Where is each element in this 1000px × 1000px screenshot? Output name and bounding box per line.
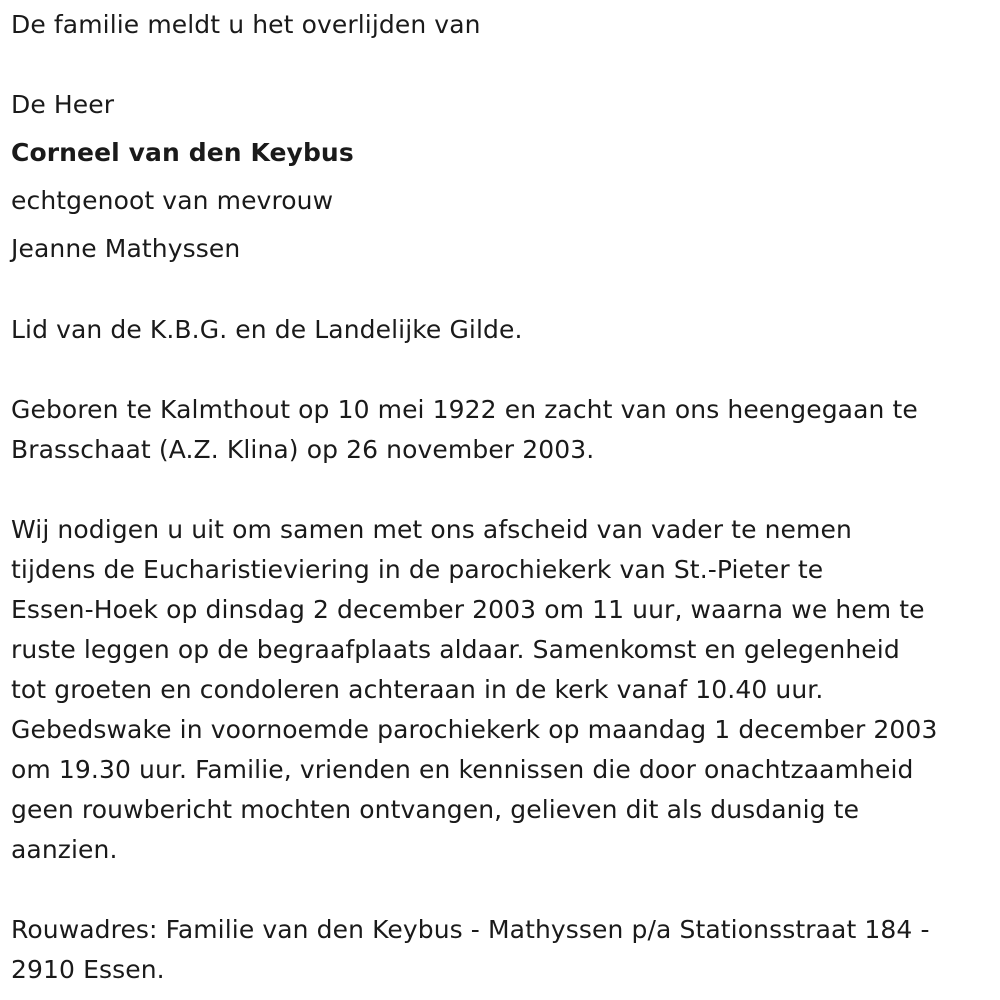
invitation-line: om 19.30 uur. Familie, vrienden en kennissen die door onachtzaamheid <box>11 755 914 784</box>
invitation-line: ruste leggen op de begraafplaats aldaar. Samenkomst en gelegenheid <box>11 635 900 664</box>
invitation-line: tot groeten en condoleren achteraan in de kerk vanaf 10.40 uur. <box>11 675 824 704</box>
relation-text: echtgenoot van mevrouw <box>11 186 334 215</box>
invitation-line: geen rouwbericht mochten ontvangen, gelieven dit als dusdanig te <box>11 795 860 824</box>
birth-death-paragraph <box>11 390 986 470</box>
invitation-paragraph <box>11 510 986 870</box>
birth-death-line: Brasschaat (A.Z. Klina) op 26 november 2003. <box>11 435 595 464</box>
invitation-line: aanzien. <box>11 835 118 864</box>
address-paragraph <box>11 910 986 990</box>
honorific-title: De Heer <box>11 90 115 119</box>
spouse-name: Jeanne Mathyssen <box>11 234 241 263</box>
invitation-line: tijdens de Eucharistieviering in de parochiekerk van St.-Pieter te <box>11 555 824 584</box>
birth-death-line: Geboren te Kalmthout op 10 mei 1922 en zacht van ons heengegaan te <box>11 395 918 424</box>
invitation-line: Wij nodigen u uit om samen met ons afscheid van vader te nemen <box>11 515 852 544</box>
membership-text: Lid van de K.B.G. en de Landelijke Gilde. <box>11 315 523 344</box>
invitation-line: Essen-Hoek op dinsdag 2 december 2003 om 11 uur, waarna we hem te <box>11 595 925 624</box>
deceased-name: Corneel van den Keybus <box>11 138 354 167</box>
invitation-line: Gebedswake in voornoemde parochiekerk op maandag 1 december 2003 <box>11 715 938 744</box>
address-line: Rouwadres: Familie van den Keybus - Mathyssen p/a Stationsstraat 184 - <box>11 915 930 944</box>
address-line: 2910 Essen. <box>11 955 165 984</box>
intro-text: De familie meldt u het overlijden van <box>11 10 481 39</box>
